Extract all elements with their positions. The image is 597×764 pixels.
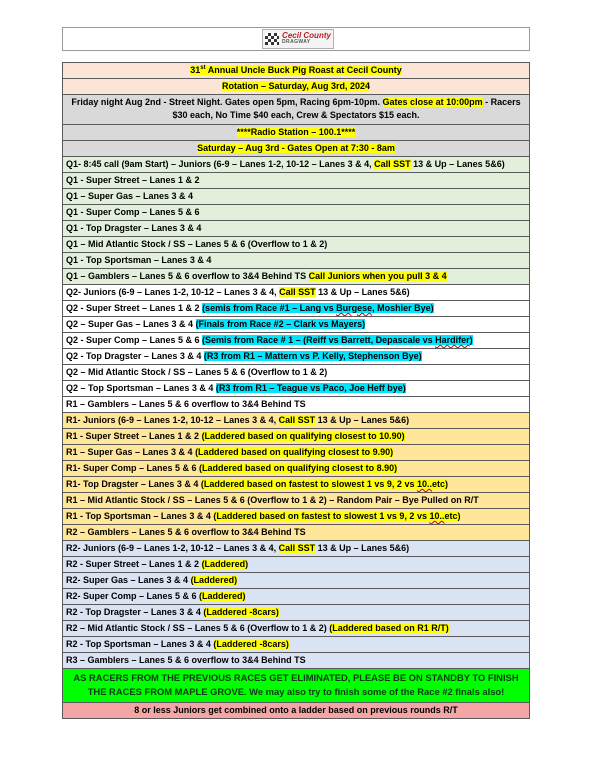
schedule-row: Q1 – Gamblers – Lanes 5 & 6 overflow to 3&4 Behind TS Call Juniors when you pull 3 & 4 [63,269,529,285]
header-banner [62,27,530,51]
schedule-row: R1 – Mid Atlantic Stock / SS – Lanes 5 & 6 (Overflow to 1 & 2) – Random Pair – Bye Pulled on R/T [63,493,529,509]
schedule-row: R2- Super Comp – Lanes 5 & 6 (Laddered) [63,589,529,605]
schedule-row: Q1 - Top Sportsman – Lanes 3 & 4 [63,253,529,269]
schedule-row: Q2 – Super Gas – Lanes 3 & 4 (Finals from Race #2 – Clark vs Mayers) [63,317,529,333]
schedule-row: R1 - Top Sportsman – Lanes 3 & 4 (Laddered based on fastest to slowest 1 vs 9, 2 vs 10..etc) [63,509,529,525]
schedule-row: R3 – Gamblers – Lanes 5 & 6 overflow to 3&4 Behind TS [63,653,529,669]
radio-station: ****Radio Station – 100.1**** [63,125,529,141]
schedule-row: Q1 – Super Gas – Lanes 3 & 4 [63,189,529,205]
schedule-row: Q2 – Top Sportsman – Lanes 3 & 4 (R3 from R1 – Teague vs Paco, Joe Heff bye) [63,381,529,397]
schedule-row: R2 - Super Street – Lanes 1 & 2 (Laddered) [63,557,529,573]
event-title: 31st Annual Uncle Buck Pig Roast at Cecil County [63,63,529,79]
schedule-row: R2 - Top Sportsman – Lanes 3 & 4 (Laddered -8cars) [63,637,529,653]
schedule-row: R2 – Gamblers – Lanes 5 & 6 overflow to 3&4 Behind TS [63,525,529,541]
schedule-row: R1- Juniors (6-9 – Lanes 1-2, 10-12 – Lanes 3 & 4, Call SST 13 & Up – Lanes 5&6) [63,413,529,429]
schedule-row: R1 - Super Street – Lanes 1 & 2 (Laddered based on qualifying closest to 10.90) [63,429,529,445]
schedule-row: Q1 - Top Dragster – Lanes 3 & 4 [63,221,529,237]
checkered-flag-icon [265,33,279,45]
schedule-row: Q2 - Super Street – Lanes 1 & 2 (semis from Race #1 – Lang vs Burgese, Moshier Bye) [63,301,529,317]
standby-notice: AS RACERS FROM THE PREVIOUS RACES GET ELIMINATED, PLEASE BE ON STANDBY TO FINISH THE RACES FROM MAPLE GROVE. We may also try to finish some of the Race #2 finals also! [63,669,529,703]
schedule-row: R1 – Super Gas – Lanes 3 & 4 (Laddered based on qualifying closest to 9.90) [63,445,529,461]
schedule-row: Q2- Juniors (6-9 – Lanes 1-2, 10-12 – Lanes 3 & 4, Call SST 13 & Up – Lanes 5&6) [63,285,529,301]
schedule-table [62,62,530,719]
schedule-row: R2- Super Gas – Lanes 3 & 4 (Laddered) [63,573,529,589]
schedule-row: R2- Juniors (6-9 – Lanes 1-2, 10-12 – Lanes 3 & 4, Call SST 13 & Up – Lanes 5&6) [63,541,529,557]
schedule-row: Q1 – Mid Atlantic Stock / SS – Lanes 5 & 6 (Overflow to 1 & 2) [63,237,529,253]
schedule-row: Q2 - Super Comp – Lanes 5 & 6 (Semis from Race # 1 – (Reiff vs Barrett, Depascale vs Hardifer) [63,333,529,349]
schedule-row: Q1 - Super Street – Lanes 1 & 2 [63,173,529,189]
saturday-gates: Saturday – Aug 3rd - Gates Open at 7:30 - 8am [63,141,529,157]
schedule-row: Q1 - Super Comp – Lanes 5 & 6 [63,205,529,221]
cecil-county-dragway-logo: Cecil County DRAGWAY [262,29,334,49]
footer-note: 8 or less Juniors get combined onto a ladder based on previous rounds R/T [63,703,529,718]
schedule-row: R1- Top Dragster – Lanes 3 & 4 (Laddered based on fastest to slowest 1 vs 9, 2 vs 10..etc) [63,477,529,493]
schedule-row: R2 - Top Dragster – Lanes 3 & 4 (Laddered -8cars) [63,605,529,621]
schedule-row: Q2 - Top Dragster – Lanes 3 & 4 (R3 from R1 – Mattern vs P. Kelly, Stephenson Bye) [63,349,529,365]
friday-street-night-info: Friday night Aug 2nd - Street Night. Gates open 5pm, Racing 6pm-10pm. Gates close at 10:00pm - Racers $30 each, No Time $40 each, Crew & Spectators $15 each. [63,95,529,125]
schedule-row: R1 – Gamblers – Lanes 5 & 6 overflow to 3&4 Behind TS [63,397,529,413]
schedule-row: R2 – Mid Atlantic Stock / SS – Lanes 5 & 6 (Overflow to 1 & 2) (Laddered based on R1 R/T) [63,621,529,637]
schedule-row: R1- Super Comp – Lanes 5 & 6 (Laddered based on qualifying closest to 8.90) [63,461,529,477]
schedule-row: Q1- 8:45 call (9am Start) – Juniors (6-9 – Lanes 1-2, 10-12 – Lanes 3 & 4, Call SST 13 & Up – Lanes 5&6) [63,157,529,173]
rotation-date: Rotation – Saturday, Aug 3rd, 2024 [63,79,529,95]
schedule-row: Q2 – Mid Atlantic Stock / SS – Lanes 5 & 6 (Overflow to 1 & 2) [63,365,529,381]
